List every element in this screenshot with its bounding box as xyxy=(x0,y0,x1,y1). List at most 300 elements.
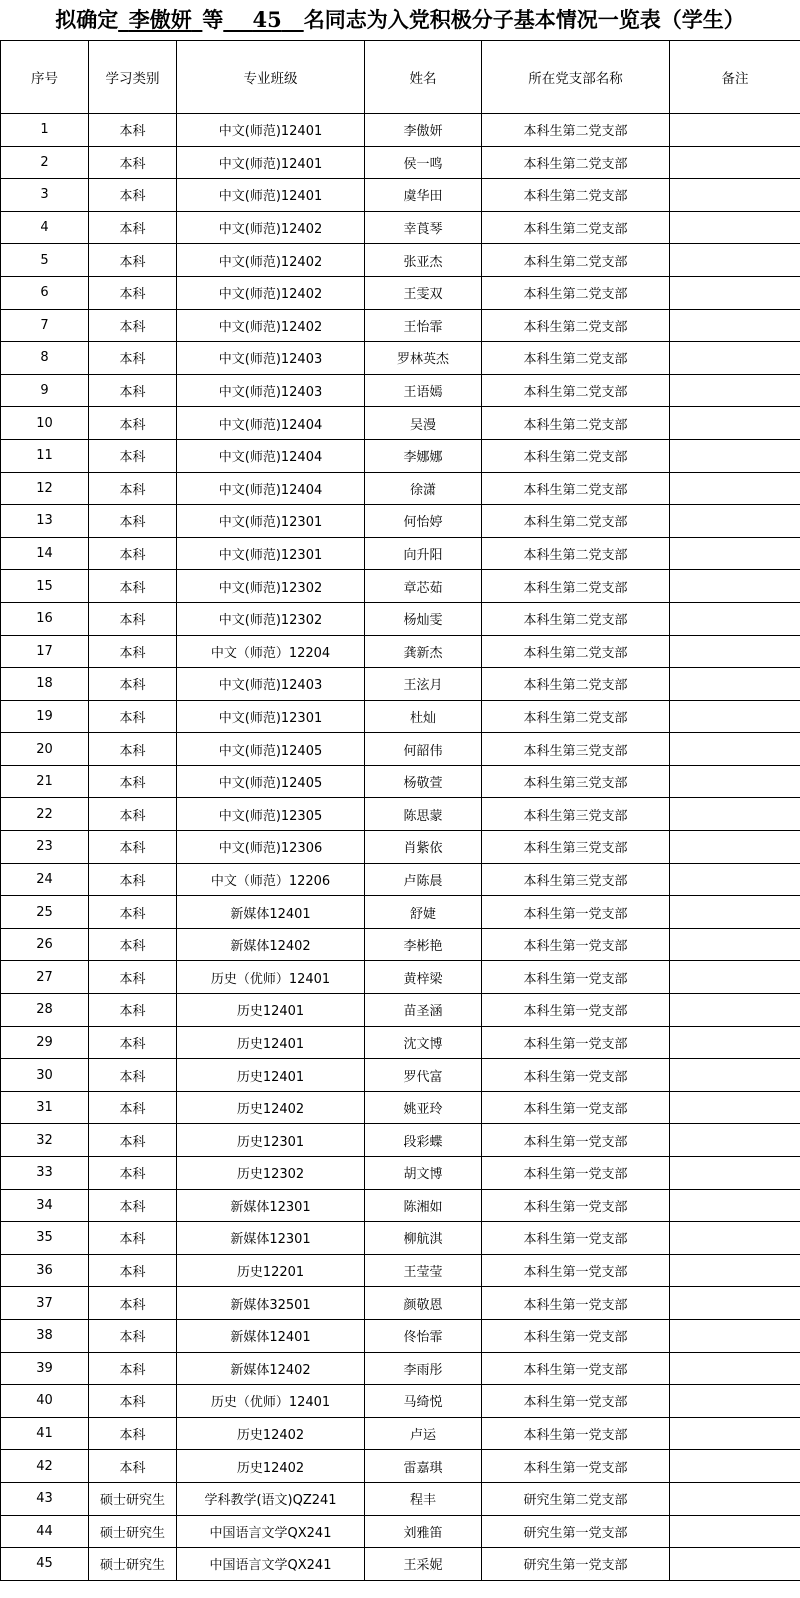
cell-study-type: 本科 xyxy=(89,1417,177,1450)
cell-study-type: 本科 xyxy=(89,798,177,831)
cell-remark xyxy=(670,1287,800,1320)
header-name: 姓名 xyxy=(365,41,482,114)
cell-remark xyxy=(670,309,800,342)
cell-seq: 15 xyxy=(1,570,89,603)
cell-seq: 42 xyxy=(1,1450,89,1483)
cell-remark xyxy=(670,505,800,538)
cell-remark xyxy=(670,1189,800,1222)
cell-name: 王语嫣 xyxy=(365,374,482,407)
cell-branch: 本科生第三党支部 xyxy=(482,733,670,766)
cell-name: 幸莨琴 xyxy=(365,211,482,244)
cell-remark xyxy=(670,1026,800,1059)
cell-name: 李雨彤 xyxy=(365,1352,482,1385)
cell-class: 中文(师范)12301 xyxy=(177,537,365,570)
cell-remark xyxy=(670,374,800,407)
cell-branch: 本科生第一党支部 xyxy=(482,1124,670,1157)
cell-remark xyxy=(670,863,800,896)
cell-remark xyxy=(670,896,800,929)
table-row xyxy=(1,439,800,472)
table-row xyxy=(1,211,800,244)
cell-seq: 16 xyxy=(1,602,89,635)
table-row xyxy=(1,896,800,929)
cell-seq: 31 xyxy=(1,1091,89,1124)
cell-branch: 本科生第二党支部 xyxy=(482,635,670,668)
cell-study-type: 本科 xyxy=(89,439,177,472)
cell-name: 柳航淇 xyxy=(365,1222,482,1255)
cell-remark xyxy=(670,114,800,147)
cell-study-type: 本科 xyxy=(89,276,177,309)
cell-name: 何怡婷 xyxy=(365,505,482,538)
cell-study-type: 本科 xyxy=(89,179,177,212)
cell-study-type: 本科 xyxy=(89,765,177,798)
table-row xyxy=(1,570,800,603)
cell-name: 佟怡霏 xyxy=(365,1319,482,1352)
cell-class: 中文(师范)12402 xyxy=(177,309,365,342)
cell-remark xyxy=(670,602,800,635)
cell-remark xyxy=(670,407,800,440)
header-class: 专业班级 xyxy=(177,41,365,114)
cell-study-type: 本科 xyxy=(89,700,177,733)
cell-remark xyxy=(670,439,800,472)
cell-remark xyxy=(670,1548,800,1581)
cell-name: 舒婕 xyxy=(365,896,482,929)
cell-branch: 本科生第一党支部 xyxy=(482,1352,670,1385)
cell-name: 肖紫依 xyxy=(365,831,482,864)
cell-branch: 本科生第二党支部 xyxy=(482,146,670,179)
cell-remark xyxy=(670,765,800,798)
cell-seq: 11 xyxy=(1,439,89,472)
table-row xyxy=(1,1059,800,1092)
cell-branch: 本科生第二党支部 xyxy=(482,407,670,440)
table-row xyxy=(1,505,800,538)
cell-name: 吴漫 xyxy=(365,407,482,440)
cell-name: 罗代富 xyxy=(365,1059,482,1092)
cell-class: 中文(师范)12403 xyxy=(177,374,365,407)
header-seq: 序号 xyxy=(1,41,89,114)
cell-class: 历史（优师）12401 xyxy=(177,1385,365,1418)
cell-study-type: 硕士研究生 xyxy=(89,1515,177,1548)
cell-class: 中文(师范)12403 xyxy=(177,342,365,375)
table-row xyxy=(1,1385,800,1418)
cell-class: 中国语言文学QX241 xyxy=(177,1548,365,1581)
cell-remark xyxy=(670,1157,800,1190)
cell-seq: 44 xyxy=(1,1515,89,1548)
title-suffix: 名同志为入党积极分子基本情况一览表（学生） xyxy=(303,7,745,32)
cell-seq: 4 xyxy=(1,211,89,244)
table-row xyxy=(1,1515,800,1548)
table-row xyxy=(1,1287,800,1320)
cell-seq: 43 xyxy=(1,1482,89,1515)
cell-class: 中文(师范)12306 xyxy=(177,831,365,864)
cell-seq: 36 xyxy=(1,1254,89,1287)
cell-branch: 本科生第二党支部 xyxy=(482,276,670,309)
document-title xyxy=(0,0,800,40)
header-remark: 备注 xyxy=(670,41,800,114)
cell-remark xyxy=(670,831,800,864)
cell-branch: 本科生第一党支部 xyxy=(482,1026,670,1059)
cell-name: 杜灿 xyxy=(365,700,482,733)
header-study-type: 学习类别 xyxy=(89,41,177,114)
cell-branch: 本科生第二党支部 xyxy=(482,342,670,375)
cell-remark xyxy=(670,961,800,994)
cell-class: 中文(师范)12301 xyxy=(177,700,365,733)
cell-remark xyxy=(670,1254,800,1287)
cell-name: 何韶伟 xyxy=(365,733,482,766)
cell-seq: 34 xyxy=(1,1189,89,1222)
cell-name: 沈文博 xyxy=(365,1026,482,1059)
cell-study-type: 硕士研究生 xyxy=(89,1548,177,1581)
cell-remark xyxy=(670,276,800,309)
cell-seq: 38 xyxy=(1,1319,89,1352)
title-name: _李傲妍_ xyxy=(118,7,203,32)
table-header-row xyxy=(1,41,800,114)
cell-remark xyxy=(670,1515,800,1548)
cell-name: 姚亚玲 xyxy=(365,1091,482,1124)
cell-branch: 本科生第二党支部 xyxy=(482,505,670,538)
cell-class: 中文（师范）12206 xyxy=(177,863,365,896)
table-row xyxy=(1,1222,800,1255)
cell-branch: 本科生第二党支部 xyxy=(482,211,670,244)
cell-seq: 32 xyxy=(1,1124,89,1157)
cell-seq: 24 xyxy=(1,863,89,896)
cell-study-type: 本科 xyxy=(89,537,177,570)
cell-class: 中文(师范)12402 xyxy=(177,211,365,244)
cell-study-type: 本科 xyxy=(89,733,177,766)
cell-class: 历史12301 xyxy=(177,1124,365,1157)
cell-branch: 本科生第一党支部 xyxy=(482,1450,670,1483)
cell-study-type: 本科 xyxy=(89,896,177,929)
cell-name: 李傲妍 xyxy=(365,114,482,147)
cell-branch: 本科生第一党支部 xyxy=(482,1091,670,1124)
cell-study-type: 本科 xyxy=(89,1157,177,1190)
cell-study-type: 本科 xyxy=(89,928,177,961)
table-row xyxy=(1,863,800,896)
cell-seq: 19 xyxy=(1,700,89,733)
table-row xyxy=(1,635,800,668)
cell-study-type: 本科 xyxy=(89,570,177,603)
cell-study-type: 本科 xyxy=(89,1124,177,1157)
cell-class: 历史（优师）12401 xyxy=(177,961,365,994)
cell-class: 中文(师范)12404 xyxy=(177,407,365,440)
cell-seq: 20 xyxy=(1,733,89,766)
cell-seq: 28 xyxy=(1,994,89,1027)
cell-branch: 本科生第二党支部 xyxy=(482,179,670,212)
cell-branch: 本科生第一党支部 xyxy=(482,961,670,994)
cell-remark xyxy=(670,342,800,375)
cell-seq: 13 xyxy=(1,505,89,538)
cell-remark xyxy=(670,1352,800,1385)
table-row xyxy=(1,1026,800,1059)
cell-branch: 本科生第二党支部 xyxy=(482,570,670,603)
cell-study-type: 本科 xyxy=(89,505,177,538)
cell-branch: 本科生第一党支部 xyxy=(482,1189,670,1222)
cell-remark xyxy=(670,1059,800,1092)
cell-branch: 本科生第二党支部 xyxy=(482,244,670,277)
cell-seq: 29 xyxy=(1,1026,89,1059)
cell-branch: 本科生第一党支部 xyxy=(482,1254,670,1287)
cell-class: 新媒体12402 xyxy=(177,1352,365,1385)
cell-name: 苗圣涵 xyxy=(365,994,482,1027)
cell-class: 中文(师范)12403 xyxy=(177,668,365,701)
cell-branch: 本科生第一党支部 xyxy=(482,1385,670,1418)
cell-seq: 25 xyxy=(1,896,89,929)
cell-class: 历史12302 xyxy=(177,1157,365,1190)
cell-name: 龚新杰 xyxy=(365,635,482,668)
cell-branch: 本科生第三党支部 xyxy=(482,798,670,831)
cell-branch: 本科生第一党支部 xyxy=(482,896,670,929)
table-row xyxy=(1,733,800,766)
cell-class: 新媒体32501 xyxy=(177,1287,365,1320)
cell-branch: 本科生第二党支部 xyxy=(482,309,670,342)
table-row xyxy=(1,374,800,407)
cell-class: 中文(师范)12302 xyxy=(177,570,365,603)
cell-branch: 本科生第一党支部 xyxy=(482,1319,670,1352)
cell-remark xyxy=(670,1124,800,1157)
table-row xyxy=(1,1091,800,1124)
cell-branch: 本科生第一党支部 xyxy=(482,1157,670,1190)
table-row xyxy=(1,537,800,570)
cell-name: 李彬艳 xyxy=(365,928,482,961)
cell-class: 中文(师范)12404 xyxy=(177,472,365,505)
cell-remark xyxy=(670,211,800,244)
table-row xyxy=(1,994,800,1027)
cell-name: 虞华田 xyxy=(365,179,482,212)
cell-name: 刘雅笛 xyxy=(365,1515,482,1548)
cell-class: 历史12401 xyxy=(177,1059,365,1092)
table-row xyxy=(1,244,800,277)
cell-remark xyxy=(670,928,800,961)
cell-remark xyxy=(670,1319,800,1352)
table-row xyxy=(1,309,800,342)
table-row xyxy=(1,407,800,440)
cell-seq: 37 xyxy=(1,1287,89,1320)
cell-name: 卢陈晨 xyxy=(365,863,482,896)
cell-class: 学科教学(语文)QZ241 xyxy=(177,1482,365,1515)
cell-branch: 本科生第一党支部 xyxy=(482,1059,670,1092)
cell-class: 中国语言文学QX241 xyxy=(177,1515,365,1548)
cell-remark xyxy=(670,798,800,831)
cell-remark xyxy=(670,1450,800,1483)
cell-seq: 30 xyxy=(1,1059,89,1092)
table-body xyxy=(1,114,800,1581)
cell-name: 章芯茹 xyxy=(365,570,482,603)
cell-class: 新媒体12301 xyxy=(177,1222,365,1255)
cell-study-type: 本科 xyxy=(89,961,177,994)
cell-remark xyxy=(670,733,800,766)
cell-class: 中文(师范)12301 xyxy=(177,505,365,538)
cell-study-type: 本科 xyxy=(89,1319,177,1352)
cell-remark xyxy=(670,700,800,733)
cell-branch: 本科生第二党支部 xyxy=(482,374,670,407)
cell-remark xyxy=(670,1482,800,1515)
table-row xyxy=(1,765,800,798)
cell-branch: 本科生第二党支部 xyxy=(482,668,670,701)
title-middle: 等 xyxy=(202,7,224,32)
cell-remark xyxy=(670,179,800,212)
cell-remark xyxy=(670,1091,800,1124)
cell-name: 王泫月 xyxy=(365,668,482,701)
cell-branch: 本科生第一党支部 xyxy=(482,994,670,1027)
cell-class: 中文(师范)12305 xyxy=(177,798,365,831)
cell-study-type: 本科 xyxy=(89,407,177,440)
cell-class: 中文(师范)12404 xyxy=(177,439,365,472)
cell-class: 新媒体12401 xyxy=(177,1319,365,1352)
member-table xyxy=(0,40,800,1581)
table-row xyxy=(1,179,800,212)
cell-study-type: 本科 xyxy=(89,994,177,1027)
cell-name: 张亚杰 xyxy=(365,244,482,277)
cell-remark xyxy=(670,668,800,701)
cell-name: 王莹莹 xyxy=(365,1254,482,1287)
table-row xyxy=(1,1189,800,1222)
cell-class: 历史12402 xyxy=(177,1091,365,1124)
table-row xyxy=(1,700,800,733)
cell-branch: 本科生第一党支部 xyxy=(482,1417,670,1450)
cell-seq: 17 xyxy=(1,635,89,668)
cell-seq: 27 xyxy=(1,961,89,994)
cell-remark xyxy=(670,635,800,668)
cell-study-type: 本科 xyxy=(89,244,177,277)
cell-name: 侯一鸣 xyxy=(365,146,482,179)
cell-seq: 9 xyxy=(1,374,89,407)
cell-remark xyxy=(670,994,800,1027)
cell-class: 中文(师范)12402 xyxy=(177,276,365,309)
cell-seq: 8 xyxy=(1,342,89,375)
cell-class: 历史12201 xyxy=(177,1254,365,1287)
cell-seq: 41 xyxy=(1,1417,89,1450)
cell-name: 胡文博 xyxy=(365,1157,482,1190)
cell-seq: 40 xyxy=(1,1385,89,1418)
cell-seq: 7 xyxy=(1,309,89,342)
table-row xyxy=(1,602,800,635)
cell-study-type: 本科 xyxy=(89,342,177,375)
cell-class: 历史12401 xyxy=(177,1026,365,1059)
cell-class: 中文(师范)12405 xyxy=(177,765,365,798)
table-row xyxy=(1,342,800,375)
cell-name: 程丰 xyxy=(365,1482,482,1515)
cell-name: 雷嘉琪 xyxy=(365,1450,482,1483)
cell-seq: 2 xyxy=(1,146,89,179)
cell-branch: 本科生第三党支部 xyxy=(482,831,670,864)
cell-seq: 18 xyxy=(1,668,89,701)
cell-class: 中文(师范)12402 xyxy=(177,244,365,277)
cell-class: 中文(师范)12405 xyxy=(177,733,365,766)
cell-seq: 26 xyxy=(1,928,89,961)
cell-seq: 45 xyxy=(1,1548,89,1581)
cell-study-type: 本科 xyxy=(89,668,177,701)
table-row xyxy=(1,1319,800,1352)
table-row xyxy=(1,146,800,179)
cell-study-type: 本科 xyxy=(89,1222,177,1255)
table-row xyxy=(1,1352,800,1385)
table-row xyxy=(1,472,800,505)
cell-study-type: 本科 xyxy=(89,1385,177,1418)
cell-name: 王雯双 xyxy=(365,276,482,309)
cell-name: 杨敬萱 xyxy=(365,765,482,798)
cell-name: 马绮悦 xyxy=(365,1385,482,1418)
title-count: 45 xyxy=(252,7,282,32)
cell-study-type: 本科 xyxy=(89,472,177,505)
cell-name: 段彩蝶 xyxy=(365,1124,482,1157)
cell-class: 历史12402 xyxy=(177,1450,365,1483)
cell-remark xyxy=(670,146,800,179)
cell-name: 陈湘如 xyxy=(365,1189,482,1222)
cell-seq: 5 xyxy=(1,244,89,277)
cell-study-type: 本科 xyxy=(89,146,177,179)
cell-name: 徐潇 xyxy=(365,472,482,505)
cell-seq: 1 xyxy=(1,114,89,147)
table-row xyxy=(1,1254,800,1287)
table-row xyxy=(1,1124,800,1157)
cell-seq: 39 xyxy=(1,1352,89,1385)
cell-study-type: 本科 xyxy=(89,1352,177,1385)
header-branch: 所在党支部名称 xyxy=(482,41,670,114)
table-row xyxy=(1,798,800,831)
cell-branch: 本科生第二党支部 xyxy=(482,439,670,472)
cell-study-type: 本科 xyxy=(89,863,177,896)
table-row xyxy=(1,1482,800,1515)
cell-name: 卢运 xyxy=(365,1417,482,1450)
cell-name: 杨灿雯 xyxy=(365,602,482,635)
table-row xyxy=(1,1157,800,1190)
cell-seq: 21 xyxy=(1,765,89,798)
cell-class: 历史12401 xyxy=(177,994,365,1027)
cell-remark xyxy=(670,1385,800,1418)
cell-seq: 6 xyxy=(1,276,89,309)
title-prefix: 拟确定 xyxy=(55,7,119,32)
cell-name: 黄梓梁 xyxy=(365,961,482,994)
cell-branch: 研究生第二党支部 xyxy=(482,1482,670,1515)
cell-class: 新媒体12401 xyxy=(177,896,365,929)
cell-class: 中文（师范）12204 xyxy=(177,635,365,668)
cell-class: 新媒体12301 xyxy=(177,1189,365,1222)
cell-name: 王采妮 xyxy=(365,1548,482,1581)
cell-branch: 研究生第一党支部 xyxy=(482,1548,670,1581)
cell-remark xyxy=(670,537,800,570)
cell-branch: 本科生第三党支部 xyxy=(482,863,670,896)
cell-study-type: 本科 xyxy=(89,211,177,244)
cell-branch: 本科生第二党支部 xyxy=(482,114,670,147)
cell-study-type: 本科 xyxy=(89,1059,177,1092)
cell-study-type: 本科 xyxy=(89,1450,177,1483)
cell-seq: 10 xyxy=(1,407,89,440)
cell-study-type: 本科 xyxy=(89,1254,177,1287)
cell-seq: 3 xyxy=(1,179,89,212)
cell-branch: 本科生第三党支部 xyxy=(482,765,670,798)
cell-branch: 本科生第二党支部 xyxy=(482,472,670,505)
cell-branch: 本科生第一党支部 xyxy=(482,928,670,961)
table-row xyxy=(1,1548,800,1581)
cell-name: 王怡霏 xyxy=(365,309,482,342)
cell-branch: 本科生第二党支部 xyxy=(482,602,670,635)
cell-name: 向升阳 xyxy=(365,537,482,570)
cell-seq: 23 xyxy=(1,831,89,864)
cell-seq: 22 xyxy=(1,798,89,831)
table-row xyxy=(1,831,800,864)
cell-study-type: 本科 xyxy=(89,635,177,668)
cell-branch: 研究生第一党支部 xyxy=(482,1515,670,1548)
cell-remark xyxy=(670,244,800,277)
cell-branch: 本科生第二党支部 xyxy=(482,537,670,570)
cell-name: 陈思蒙 xyxy=(365,798,482,831)
cell-study-type: 本科 xyxy=(89,831,177,864)
table-row xyxy=(1,961,800,994)
table-row xyxy=(1,276,800,309)
cell-remark xyxy=(670,570,800,603)
table-row xyxy=(1,1450,800,1483)
cell-study-type: 硕士研究生 xyxy=(89,1482,177,1515)
cell-study-type: 本科 xyxy=(89,114,177,147)
